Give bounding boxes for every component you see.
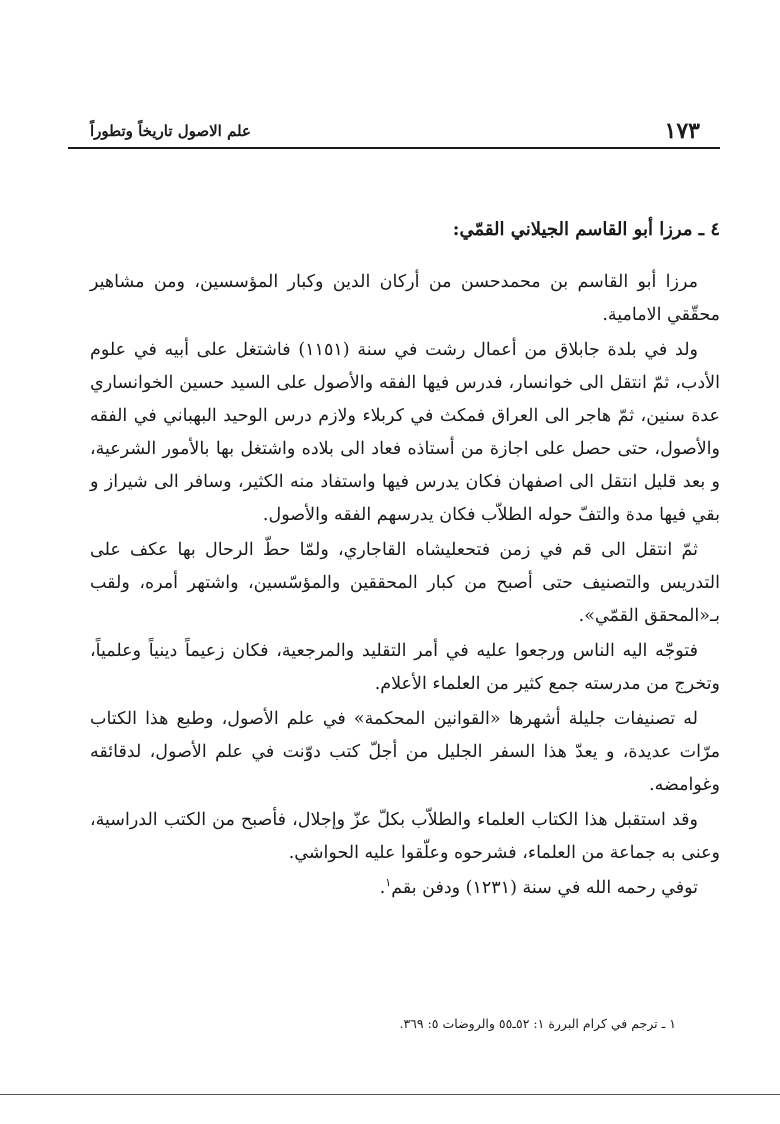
section-heading: ٤ ـ مرزا أبو القاسم الجيلاني القمّي:: [452, 219, 720, 240]
bottom-edge-line: [0, 1094, 780, 1095]
paragraph-7: [90, 872, 720, 905]
paragraph-3: ثمّ انتقل الى قم في زمن فتحعليشاه القاجاري، ولمّا حطّ الرحال بها عكف على التدريس والتصنيف حتى أصبح من كبار المحققين والمؤسّسين، واشتهر أمره، ولقب بـ«المحقق القمّي».: [90, 540, 720, 626]
footnote-1: ١ ـ ترجم في كرام البررة ١: ٥٢ـ٥٥ والروضات ٥: ٣٦٩.: [399, 1016, 676, 1031]
page-number: ١٧٣: [664, 118, 700, 144]
paragraph-4: فتوجّه اليه الناس ورجعوا عليه في أمر التقليد والمرجعية، فكان زعيماً دينياً وعلمياً، وتخرج من مدرسته جمع كثير من العلماء الأعلام.: [90, 641, 720, 694]
main-text: [90, 216, 720, 907]
footnote-reference[interactable]: ١: [385, 876, 392, 890]
paragraph-7-text: توفي رحمه الله في سنة (١٢٣١) ودفن بقم: [391, 878, 698, 898]
paragraph-7-end: .: [379, 878, 386, 898]
book-title: علم الاصول تاريخاً وتطوراً: [90, 122, 251, 140]
footnotes: [140, 1014, 676, 1034]
paragraph-6: وقد استقبل هذا الكتاب العلماء والطلاّب بكلّ عزّ وإجلال، فأصبح من الكتب الدراسية، وعنى به جماعة من العلماء، فشرحوه وعلّقوا عليه الحواشي.: [90, 810, 720, 863]
running-header: [90, 118, 700, 146]
paragraph-1: مرزا أبو القاسم بن محمدحسن من أركان الدين وكبار المؤسسين، ومن مشاهير محقّقي الامامية.: [90, 272, 720, 325]
paragraph-5: له تصنيفات جليلة أشهرها «القوانين المحكمة» في علم الأصول، وطبع هذا الكتاب مرّات عديدة، و يعدّ هذا السفر الجليل من أجلّ كتب دوّنت في علم الأصول، لدقائقه وغوامضه.: [90, 709, 720, 795]
paragraph-2: ولد في بلدة جابلاق من أعمال رشت في سنة (١١٥١) فاشتغل على أبيه في علوم الأدب، ثمّ انتقل الى خوانسار، فدرس فيها الفقه والأصول على السيد حسين الخوانساري عدة سنين، ثمّ هاجر الى العراق فمكث في كربلاء ولازم درس الوحيد البهباني في الفقه والأصول، حتى حصل على اجازة من أستاذه فعاد الى بلاده واشتغل بها بالأمور الشرعية، و بعد قليل انتقل الى اصفهان فكان يدرس فيها واستفاد منه الكثير، وسافر الى شيراز و بقي فيها مدة والتفّ حوله الطلاّب فكان يدرسهم الفقه والأصول.: [90, 340, 720, 525]
header-divider: [68, 147, 720, 149]
